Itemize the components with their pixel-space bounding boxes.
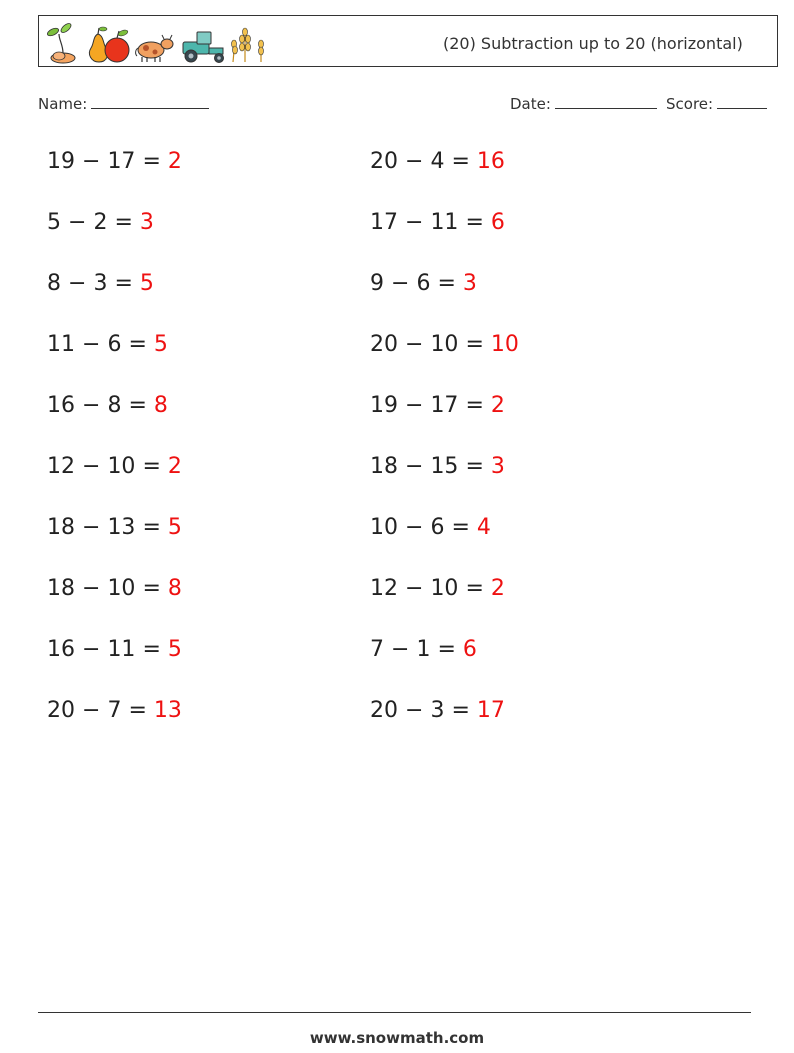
equals-sign: = [142, 454, 161, 479]
equals-sign: = [451, 515, 470, 540]
problem-row [47, 271, 154, 296]
footer-url: www.snowmath.com [309, 1029, 485, 1047]
equals-sign: = [142, 149, 161, 174]
subtrahend: 10 [430, 576, 459, 601]
problem-row [370, 210, 505, 235]
answer: 5 [153, 332, 168, 357]
cow-icon [136, 35, 173, 62]
minus-sign: − [82, 149, 101, 174]
subtrahend: 3 [430, 698, 445, 723]
minuend: 8 [47, 271, 61, 296]
worksheet-header [38, 15, 778, 67]
subtrahend: 11 [107, 637, 136, 662]
date-label: Date: [510, 95, 551, 113]
score-field [666, 94, 767, 113]
minus-sign: − [405, 576, 424, 601]
tractor-icon [183, 32, 224, 63]
problem-row [370, 393, 505, 418]
problem-row [370, 454, 505, 479]
worksheet-title: (20) Subtraction up to 20 (horizontal) [443, 34, 743, 53]
minuend: 16 [47, 393, 75, 418]
problem-row [47, 393, 168, 418]
answer: 5 [167, 515, 182, 540]
minus-sign: − [405, 393, 424, 418]
problem-row [370, 515, 491, 540]
answer: 5 [139, 271, 154, 296]
answer: 8 [153, 393, 168, 418]
minuend: 12 [47, 454, 75, 479]
minuend: 20 [370, 149, 398, 174]
subtrahend: 17 [430, 393, 459, 418]
equals-sign: = [128, 393, 147, 418]
minuend: 19 [370, 393, 398, 418]
minuend: 18 [47, 515, 75, 540]
minus-sign: − [405, 210, 424, 235]
date-blank[interactable] [555, 94, 657, 109]
footer-divider [38, 1012, 751, 1013]
subtrahend: 7 [107, 698, 122, 723]
minuend: 7 [370, 637, 384, 662]
score-blank[interactable] [717, 94, 767, 109]
problem-row [47, 637, 182, 662]
minus-sign: − [405, 698, 424, 723]
subtrahend: 8 [107, 393, 122, 418]
answer: 6 [462, 637, 477, 662]
answer: 6 [490, 210, 505, 235]
subtrahend: 3 [93, 271, 108, 296]
answer: 5 [167, 637, 182, 662]
minuend: 17 [370, 210, 398, 235]
answer: 13 [153, 698, 182, 723]
problem-row [370, 149, 505, 174]
subtrahend: 6 [416, 271, 431, 296]
name-blank[interactable] [91, 94, 209, 109]
equals-sign: = [465, 576, 484, 601]
equals-sign: = [437, 271, 456, 296]
problem-row [47, 515, 182, 540]
subtrahend: 2 [93, 210, 108, 235]
minus-sign: − [391, 637, 410, 662]
problem-row [47, 576, 182, 601]
answer: 2 [490, 393, 505, 418]
minus-sign: − [82, 515, 101, 540]
date-field [510, 94, 657, 113]
score-label: Score: [666, 95, 714, 113]
subtrahend: 13 [107, 515, 136, 540]
apple-icon [105, 29, 129, 62]
answer: 10 [490, 332, 519, 357]
equals-sign: = [142, 515, 161, 540]
subtrahend: 17 [107, 149, 136, 174]
minuend: 12 [370, 576, 398, 601]
minuend: 20 [47, 698, 75, 723]
equals-sign: = [451, 149, 470, 174]
problem-row [47, 454, 182, 479]
minus-sign: − [82, 393, 101, 418]
minus-sign: − [391, 271, 410, 296]
minus-sign: − [405, 149, 424, 174]
minuend: 10 [370, 515, 398, 540]
header-illustrations [43, 20, 273, 64]
minuend: 18 [47, 576, 75, 601]
equals-sign: = [114, 210, 133, 235]
equals-sign: = [465, 454, 484, 479]
problem-row [370, 576, 505, 601]
minus-sign: − [82, 454, 101, 479]
answer: 3 [490, 454, 505, 479]
answer: 17 [476, 698, 505, 723]
pear-icon [89, 27, 107, 62]
equals-sign: = [128, 698, 147, 723]
answer: 3 [139, 210, 154, 235]
problem-row [47, 332, 168, 357]
minus-sign: − [68, 210, 87, 235]
subtrahend: 10 [107, 454, 136, 479]
minuend: 20 [370, 698, 398, 723]
minus-sign: − [405, 454, 424, 479]
answer: 3 [462, 271, 477, 296]
subtrahend: 4 [430, 149, 445, 174]
equals-sign: = [451, 698, 470, 723]
minuend: 11 [47, 332, 75, 357]
problem-row [370, 271, 477, 296]
answer: 2 [167, 454, 182, 479]
sprout-icon [46, 22, 75, 63]
answer: 2 [167, 149, 182, 174]
minus-sign: − [82, 332, 101, 357]
equals-sign: = [142, 637, 161, 662]
equals-sign: = [465, 393, 484, 418]
problem-row [370, 332, 519, 357]
problem-row [47, 149, 182, 174]
answer: 2 [490, 576, 505, 601]
minus-sign: − [405, 515, 424, 540]
problem-row [370, 637, 477, 662]
subtrahend: 11 [430, 210, 459, 235]
equals-sign: = [465, 210, 484, 235]
subtrahend: 10 [430, 332, 459, 357]
minus-sign: − [68, 271, 87, 296]
problem-row [370, 698, 505, 723]
subtrahend: 6 [107, 332, 122, 357]
equals-sign: = [142, 576, 161, 601]
equals-sign: = [114, 271, 133, 296]
minus-sign: − [82, 637, 101, 662]
answer: 4 [476, 515, 491, 540]
minus-sign: − [82, 576, 101, 601]
answer: 8 [167, 576, 182, 601]
minus-sign: − [82, 698, 101, 723]
answer: 16 [476, 149, 505, 174]
wheat-icon [232, 28, 264, 62]
minuend: 9 [370, 271, 384, 296]
equals-sign: = [437, 637, 456, 662]
minuend: 19 [47, 149, 75, 174]
equals-sign: = [128, 332, 147, 357]
minuend: 20 [370, 332, 398, 357]
problem-row [47, 210, 154, 235]
subtrahend: 6 [430, 515, 445, 540]
name-label: Name: [38, 95, 88, 113]
subtrahend: 15 [430, 454, 459, 479]
subtrahend: 1 [416, 637, 431, 662]
name-field [38, 94, 209, 113]
problem-row [47, 698, 182, 723]
minuend: 18 [370, 454, 398, 479]
subtrahend: 10 [107, 576, 136, 601]
minuend: 5 [47, 210, 61, 235]
minus-sign: − [405, 332, 424, 357]
equals-sign: = [465, 332, 484, 357]
minuend: 16 [47, 637, 75, 662]
